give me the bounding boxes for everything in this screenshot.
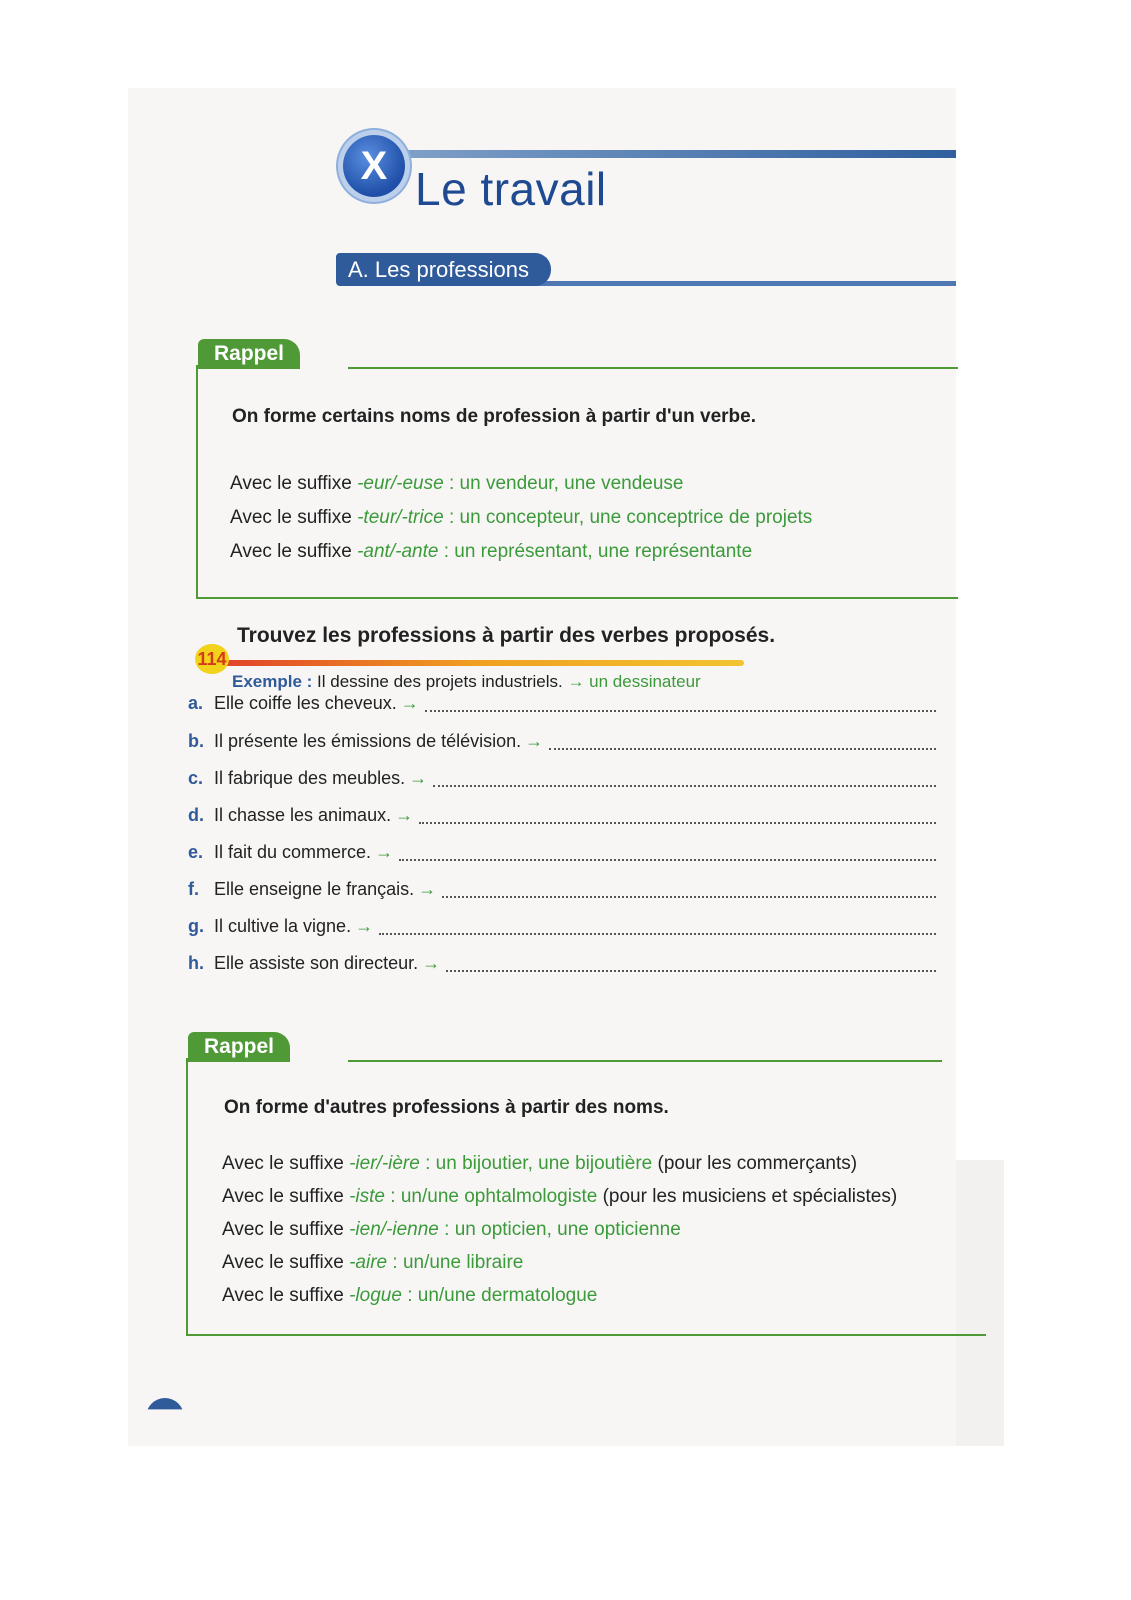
- rappel-tab: Rappel: [198, 339, 300, 369]
- rappel-top-rule: [348, 367, 958, 369]
- exercise-item-g: [188, 916, 936, 940]
- exercise-item-d: [188, 805, 936, 829]
- answer-blank[interactable]: [419, 805, 936, 824]
- rule-examples: : un bijoutier, une bijoutière: [419, 1153, 653, 1174]
- item-letter: e.: [188, 842, 204, 862]
- rule-line: [222, 1153, 857, 1175]
- exercise-item-e: [188, 842, 936, 866]
- item-letter: a.: [188, 693, 204, 713]
- answer-blank[interactable]: [549, 731, 936, 750]
- item-text: Il fait du commerce.: [214, 842, 372, 862]
- chapter-badge: X: [343, 135, 405, 197]
- rule-prefix: Avec le suffixe: [230, 541, 358, 562]
- rule-suffix: -logue: [349, 1285, 402, 1306]
- rule-suffix: -aire: [349, 1252, 388, 1273]
- item-letter: b.: [188, 731, 204, 751]
- rule-suffix: -iste: [349, 1186, 385, 1207]
- item-letter: h.: [188, 953, 204, 973]
- arrow-icon: →: [355, 916, 374, 936]
- answer-blank[interactable]: [442, 879, 936, 898]
- chapter-title: Le travail: [415, 163, 607, 215]
- rule-suffix: -ier/-ière: [349, 1153, 420, 1174]
- rappel-box-nouns: [186, 1035, 986, 1336]
- rule-prefix: Avec le suffixe: [230, 507, 358, 528]
- item-text: Il chasse les animaux.: [214, 805, 392, 825]
- chapter-header-rule: [398, 150, 956, 158]
- rule-examples: : un/une dermatologue: [401, 1285, 598, 1306]
- exercise-item-f: [188, 879, 936, 903]
- rule-examples: : un vendeur, une vendeuse: [443, 473, 684, 494]
- item-letter: d.: [188, 805, 204, 825]
- rule-prefix: Avec le suffixe: [222, 1186, 350, 1207]
- rappel-top-rule: [348, 1060, 942, 1062]
- example-label: Exemple :: [232, 672, 313, 691]
- rappel-tab: Rappel: [188, 1032, 290, 1062]
- arrow-icon: →: [409, 768, 428, 788]
- arrow-icon: →: [395, 805, 414, 825]
- rule-line: [230, 473, 684, 495]
- example-answer: → un dessinateur: [567, 672, 701, 691]
- rule-note: (pour les musiciens et spécialistes): [597, 1186, 898, 1207]
- item-text: Elle enseigne le français.: [214, 879, 415, 899]
- answer-blank[interactable]: [379, 916, 936, 935]
- rappel-lead: On forme d'autres professions à partir des noms.: [224, 1097, 669, 1118]
- exercise-number: 114: [195, 644, 229, 674]
- rule-line: [230, 541, 752, 563]
- rule-examples: : un représentant, une représentante: [438, 541, 753, 562]
- rappel-box-verbs: [196, 342, 958, 599]
- arrow-icon: →: [422, 953, 441, 973]
- item-text: Il présente les émissions de télévision.: [214, 731, 522, 751]
- rappel-lead: On forme certains noms de profession à partir d'un verbe.: [232, 406, 756, 427]
- rule-examples: : un/une libraire: [387, 1252, 524, 1273]
- section-rule: [522, 281, 956, 286]
- item-letter: f.: [188, 879, 199, 899]
- answer-blank[interactable]: [433, 768, 936, 787]
- rule-line: [230, 507, 812, 529]
- rule-suffix: -ant/-ante: [357, 541, 439, 562]
- section-title: A. Les professions: [336, 253, 551, 286]
- rule-examples: : un concepteur, une conceptrice de projets: [443, 507, 813, 528]
- rule-prefix: Avec le suffixe: [222, 1153, 350, 1174]
- rule-prefix: Avec le suffixe: [230, 473, 358, 494]
- answer-blank[interactable]: [446, 953, 936, 972]
- rule-line: [222, 1186, 897, 1208]
- item-text: Il cultive la vigne.: [214, 916, 352, 936]
- arrow-icon: →: [400, 693, 419, 713]
- exercise-item-c: [188, 768, 936, 792]
- item-text: Elle coiffe les cheveux.: [214, 693, 397, 713]
- rule-suffix: -ien/-ienne: [349, 1219, 439, 1240]
- exercise-title: Trouvez les professions à partir des verbes proposés.: [237, 624, 776, 647]
- rule-line: [222, 1285, 597, 1307]
- rule-prefix: Avec le suffixe: [222, 1252, 350, 1273]
- rule-examples: : un opticien, une opticienne: [438, 1219, 681, 1240]
- rule-prefix: Avec le suffixe: [222, 1285, 350, 1306]
- arrow-icon: →: [375, 842, 394, 862]
- answer-blank[interactable]: [399, 842, 936, 861]
- item-letter: g.: [188, 916, 204, 936]
- answer-blank[interactable]: [425, 693, 936, 712]
- item-text: Il fabrique des meubles.: [214, 768, 406, 788]
- exercise-item-b: [188, 731, 936, 755]
- rule-examples: : un/une ophtalmologiste: [385, 1186, 598, 1207]
- arrow-icon: →: [525, 731, 544, 751]
- rule-line: [222, 1252, 523, 1274]
- exercise-item-h: [188, 953, 936, 977]
- arrow-icon: →: [418, 879, 437, 899]
- exercise-example: [232, 672, 701, 692]
- rule-suffix: -eur/-euse: [357, 473, 444, 494]
- rule-note: (pour les commerçants): [652, 1153, 858, 1174]
- exercise-title-bar: [214, 660, 744, 666]
- rule-line: [222, 1219, 681, 1241]
- example-text: Il dessine des projets industriels.: [312, 672, 568, 691]
- item-letter: c.: [188, 768, 204, 788]
- item-text: Elle assiste son directeur.: [214, 953, 419, 973]
- exercise-item-a: [188, 693, 936, 717]
- rule-suffix: -teur/-trice: [357, 507, 444, 528]
- rule-prefix: Avec le suffixe: [222, 1219, 350, 1240]
